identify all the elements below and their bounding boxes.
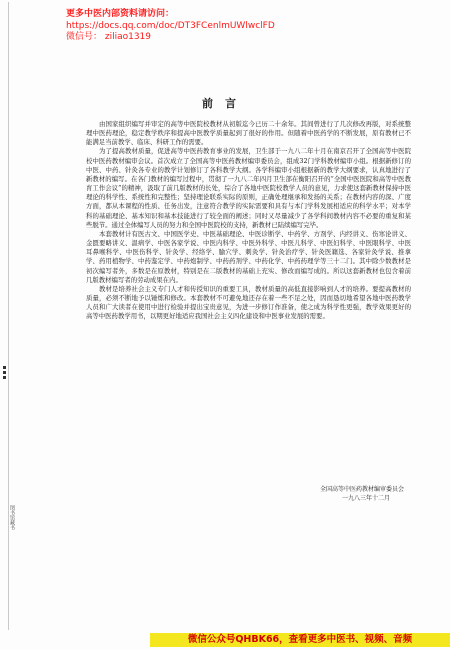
footer-banner[interactable]: 微信公众号QHBK66，查看更多中医书、视频、音频 xyxy=(150,633,450,647)
promo-wechat: 微信号： ziliao1319 xyxy=(66,32,152,42)
preface-body xyxy=(86,120,411,321)
library-stamp: 图书馆藏书 xyxy=(9,505,15,530)
signature-date: 一九八三年十二月 xyxy=(341,495,390,502)
paragraph: 由国家组织编写并审定的高等中医院校教材从初版迄今已历二十余年。其间曾进行了几次修改再版，对系统整理中医药理论，稳定教学秩序和提高中医教学质量起到了很好的作用。但随着中医药学的不断发展，原有教材已不能满足当前教学、临床、科研工作的需要。 xyxy=(86,120,411,147)
signature-org: 全国高等中医药教材编审委员会 xyxy=(319,486,404,493)
signature-block xyxy=(320,485,404,503)
paragraph: 为了提高教材质量，促进高等中医药教育事业的发展，卫生部于一九八二年十月在南京召开了全国高等中医院校中医药教材编审会议。首次成立了全国高等中医药教材编审委员会，组成32门学科教材编审小组。根据新修订的中医、中药、针灸各专业的教学计划修订了各科教学大纲。各学科编审小组根据新的教学大纲要求，认真地进行了新教材的编写。在各门教材的编写过程中，贯彻了一九八二年四月卫生部在衡阳召开的“全国中医医院和高等中医教育工作会议”的精神，汲取了前几版教材的长处，综合了各地中医院校教学人员的意见，力求使这套新教材保持中医理论的科学性、系统性和完整性；坚持理论联系实际的原则，正确处理继承和发扬的关系；在教材内容的深、广度方面，都从本课程的性质、任务出发，注意符合教学的实际需要和具有与本门学科发展相适应的科学水平；对本学科的基础理论、基本知识和基本技能进行了较全面的阐述；同时又尽量减少了各学科间教材内容不必要的重复和某些脱节。通过全体编写人员的努力和全国中医院校的支持，新教材已陆续编写完毕。 xyxy=(86,147,411,229)
paragraph: 教材是培养社会主义专门人才和传授知识的重要工具，教材质量的高低直接影响到人才的培养。要提高教材的质量，必须不断地予以锤炼和修改。本套教材不可避免地还存在着一些不足之处，因而恳切地希望各地中医药教学人员和广大读者在使用中进行检验并提出宝贵意见，为进一步修订作准备，使之成为科学性更强，教学效果更好的高等中医药教学用书，以期更好地适应我国社会主义四化建设和中医事业发展的需要。 xyxy=(86,284,411,321)
page-title: 前言 xyxy=(202,97,248,110)
binding-mark xyxy=(3,376,6,379)
promo-link[interactable]: https://docs.qq.com/doc/DT3FCenlmUWlwclFD xyxy=(66,20,275,31)
binding-mark xyxy=(3,366,6,369)
binding-mark xyxy=(3,371,6,374)
paragraph: 本套教材计有医古文、中国医学史、中医基础理论、中医诊断学、中药学、方剂学、内经讲义、伤寒论讲义、金匮要略讲义、温病学、中医各家学说、中医内科学、中医外科学、中医儿科学、中医妇科学、中医眼科学、中医耳鼻喉科学、中医伤科学、针灸学、经络学、腧穴学、刺灸学、针灸治疗学、针灸医籍选、各家针灸学说、推拿学、药用植物学、中药鉴定学、中药炮制学、中药药剂学、中药化学、中药药理学等三十二门。其中除少数教材是初次编写者外，多数是在原教材，特别是在二版教材的基础上充实、修改而编写成的。所以这套新教材也包含着前几版教材编写者的劳动成果在内。 xyxy=(86,229,411,284)
promo-header xyxy=(66,9,275,44)
promo-title: 更多中医内部资料请访问： xyxy=(66,9,175,19)
